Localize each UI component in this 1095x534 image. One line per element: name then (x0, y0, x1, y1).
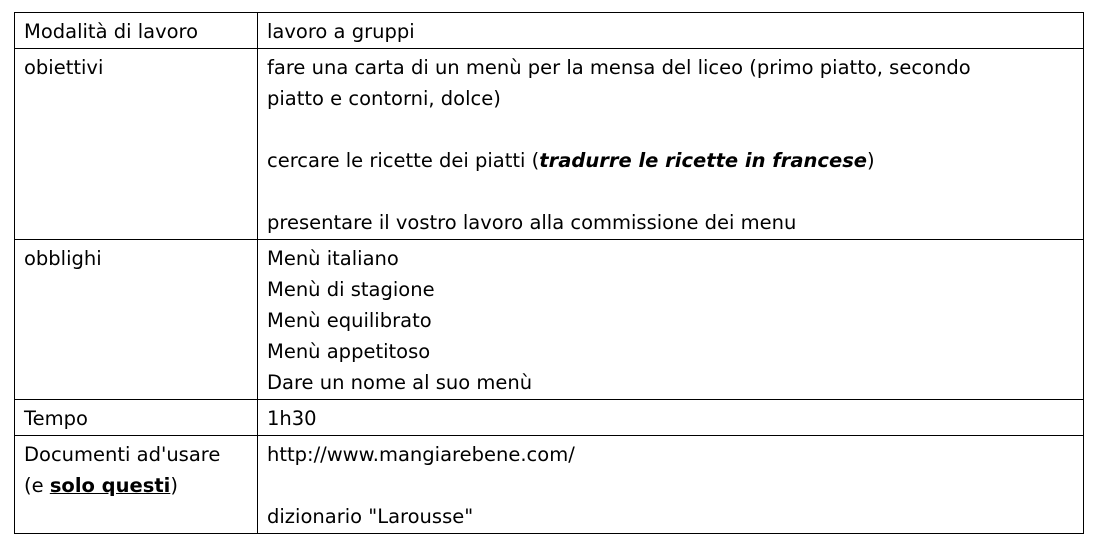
obiettivi-line-2: piatto e contorni, dolce) (267, 87, 501, 110)
modalita-label: Modalità di lavoro (24, 20, 199, 43)
row-value (258, 400, 1084, 436)
row-value (258, 240, 1084, 400)
table-row-modalita (15, 13, 1084, 49)
obblighi-item: Menù di stagione (267, 278, 435, 301)
obiettivi-label: obiettivi (24, 56, 104, 79)
blank-line (267, 176, 1074, 207)
obiettivi-line-1: fare una carta di un menù per la mensa del liceo (primo piatto, secondo (267, 56, 971, 79)
documenti-label-line-2-suffix: ) (170, 474, 178, 497)
documenti-dictionary: dizionario "Larousse" (267, 505, 474, 528)
obiettivi-line-3 (267, 145, 1074, 176)
modalita-value: lavoro a gruppi (267, 20, 415, 43)
blank-line (267, 114, 1074, 145)
blank-line (267, 470, 1074, 501)
obiettivi-line-4: presentare il vostro lavoro alla commissione dei menu (267, 211, 797, 234)
row-label (15, 49, 258, 240)
obiettivi-line-3-emphasis: tradurre le ricette in francese (539, 149, 868, 172)
obblighi-item: Menù appetitoso (267, 340, 431, 363)
row-value (258, 436, 1084, 534)
obblighi-item: Dare un nome al suo menù (267, 371, 533, 394)
obiettivi-line-3-suffix: ) (867, 149, 875, 172)
documenti-label-line-1: Documenti ad'usare (24, 443, 221, 466)
row-label (15, 240, 258, 400)
tempo-label: Tempo (24, 407, 88, 430)
table-row-obiettivi (15, 49, 1084, 240)
documenti-label-line-2 (24, 470, 248, 501)
table-row-tempo (15, 400, 1084, 436)
obblighi-item: Menù italiano (267, 247, 399, 270)
row-label (15, 400, 258, 436)
assignment-table (14, 12, 1084, 534)
documenti-link[interactable]: http://www.mangiarebene.com/ (267, 443, 575, 466)
documenti-label-line-2-emphasis: solo questi (49, 474, 171, 497)
table-row-obblighi (15, 240, 1084, 400)
row-value (258, 13, 1084, 49)
obblighi-item: Menù equilibrato (267, 309, 432, 332)
row-label (15, 436, 258, 534)
row-value (258, 49, 1084, 240)
table-row-documenti (15, 436, 1084, 534)
documenti-label-line-2-prefix: (e (24, 474, 50, 497)
tempo-value: 1h30 (267, 407, 317, 430)
row-label (15, 13, 258, 49)
obiettivi-line-3-prefix: cercare le ricette dei piatti ( (267, 149, 540, 172)
obblighi-label: obblighi (24, 247, 102, 270)
